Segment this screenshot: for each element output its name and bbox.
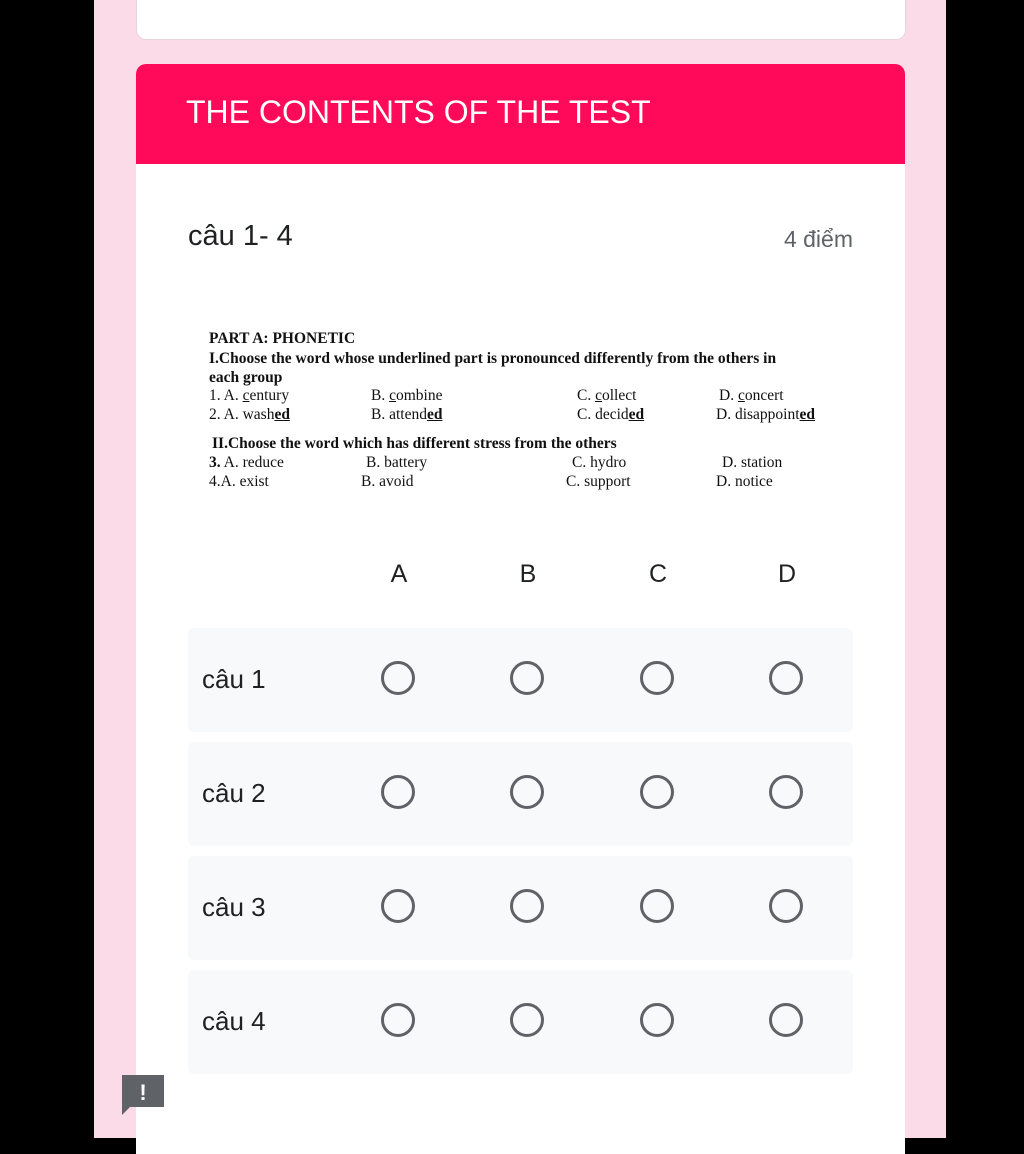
question-card xyxy=(136,164,905,1154)
radio-row1-c[interactable] xyxy=(640,661,674,695)
instruction-1-line-1: I.Choose the word whose underlined part is pronounced differently from the others in xyxy=(209,350,777,367)
radio-row2-c[interactable] xyxy=(640,775,674,809)
grid-row-3 xyxy=(188,856,853,960)
previous-card xyxy=(136,0,906,40)
radio-row3-d[interactable] xyxy=(769,889,803,923)
row-label: câu 2 xyxy=(202,778,266,808)
q3-option-c: C. hydro xyxy=(572,454,627,471)
q3-option-b: B. battery xyxy=(366,454,428,471)
radio-row3-c[interactable] xyxy=(640,889,674,923)
radio-row4-b[interactable] xyxy=(510,1003,544,1037)
row-label: câu 1 xyxy=(202,664,266,694)
column-header-c: C xyxy=(648,560,668,588)
part-title: PART A: PHONETIC xyxy=(209,330,356,347)
q3-option-d: D. station xyxy=(722,454,783,471)
q2-option-a: 2. A. washed xyxy=(209,406,290,423)
report-icon-shape xyxy=(122,1075,164,1115)
instruction-2: II.Choose the word which has different stress from the others xyxy=(212,435,617,452)
q2-option-d: D. disappointed xyxy=(716,406,816,423)
radio-row1-b[interactable] xyxy=(510,661,544,695)
radio-row2-d[interactable] xyxy=(769,775,803,809)
q1-option-b: B. combine xyxy=(371,387,443,404)
radio-row1-a[interactable] xyxy=(381,661,415,695)
q1-option-d: D. concert xyxy=(719,387,784,404)
radio-row2-a[interactable] xyxy=(381,775,415,809)
instruction-1-line-2: each group xyxy=(209,369,283,386)
q4-option-b: B. avoid xyxy=(361,473,414,490)
q1-option-a: 1. A. century xyxy=(209,387,290,404)
q4-option-a: 4.A. exist xyxy=(209,473,269,490)
report-icon[interactable] xyxy=(122,1075,164,1115)
q4-option-d: D. notice xyxy=(716,473,773,490)
grid-row-2 xyxy=(188,742,853,846)
question-title: câu 1- 4 xyxy=(188,220,293,252)
q1-option-c: C. collect xyxy=(577,387,637,404)
row-label: câu 3 xyxy=(202,892,266,922)
column-header-d: D xyxy=(777,560,797,588)
column-header-b: B xyxy=(519,560,537,588)
section-header xyxy=(136,64,905,164)
radio-row3-b[interactable] xyxy=(510,889,544,923)
column-header-a: A xyxy=(390,560,408,588)
radio-row1-d[interactable] xyxy=(769,661,803,695)
section-title: THE CONTENTS OF THE TEST xyxy=(186,94,651,130)
radio-row4-d[interactable] xyxy=(769,1003,803,1037)
q2-option-b: B. attended xyxy=(371,406,443,423)
radio-row2-b[interactable] xyxy=(510,775,544,809)
q4-option-c: C. support xyxy=(566,473,631,490)
q3-option-a: 3. A. reduce xyxy=(209,454,284,471)
question-image xyxy=(209,330,839,500)
grid-row-4 xyxy=(188,970,853,1074)
radio-row4-c[interactable] xyxy=(640,1003,674,1037)
q2-option-c: C. decided xyxy=(577,406,645,423)
grid-row-1 xyxy=(188,628,853,732)
row-label: câu 4 xyxy=(202,1006,266,1036)
question-points: 4 điểm xyxy=(783,226,853,252)
radio-row3-a[interactable] xyxy=(381,889,415,923)
report-glyph: ! xyxy=(139,1080,147,1105)
radio-row4-a[interactable] xyxy=(381,1003,415,1037)
